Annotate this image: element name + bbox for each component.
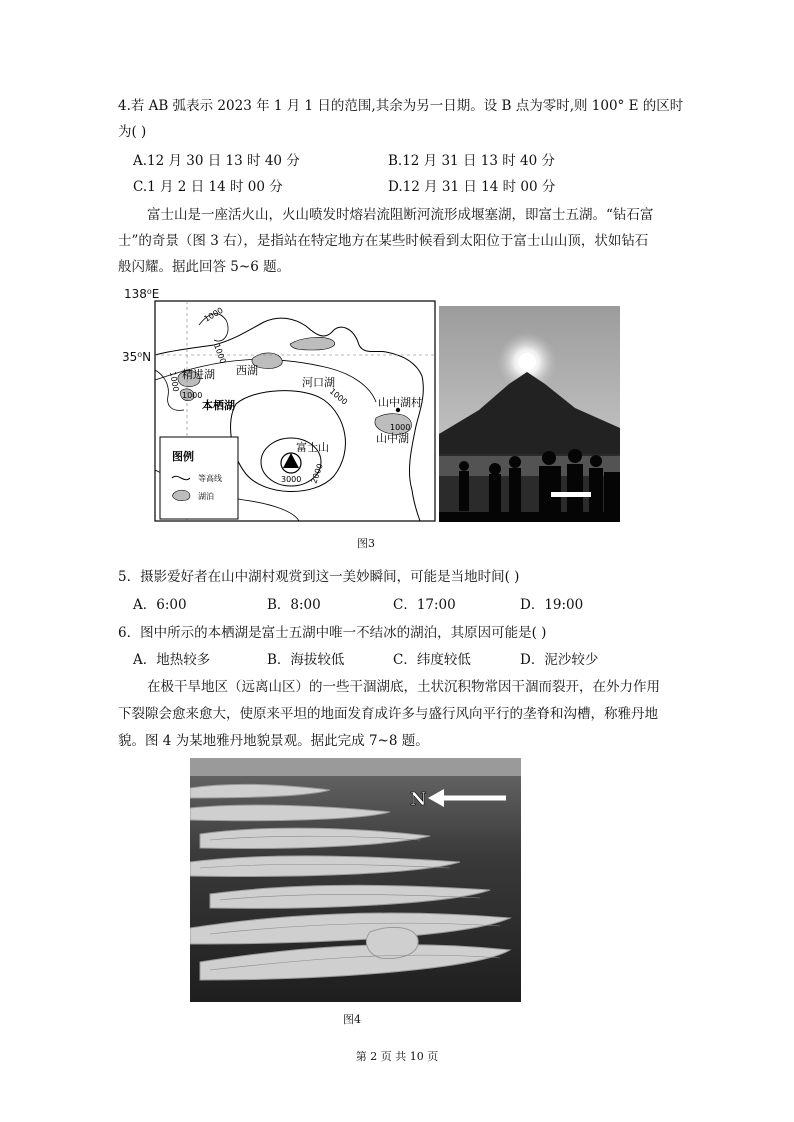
q6-option-b: B．海拔较低 [267,652,345,668]
q4-option-c: C.1 月 2 日 14 时 00 分 [133,179,283,195]
q4-stem-line2: 为( ) [118,124,147,140]
contour-label: 1000 [390,423,411,432]
fuji-five-lakes-map [154,300,436,522]
lat-label: 35⁰N [122,350,152,364]
passage1-line2: 士”的奇景（图 3 右），是指站在特定地方在某些时候看到太阳位于富士山山顶，状如钻石 [118,233,649,249]
q5-option-a: A．6:00 [133,597,187,613]
page-footer: 第 2 页 共 10 页 [355,1050,439,1063]
contour-label: 2000 [309,462,325,485]
diamond-fuji-photo [439,306,620,522]
passage1-line3: 般闪耀。据此回答 5~6 题。 [118,259,291,275]
contour-label: 3000 [281,475,302,484]
label-shanzhonghu: 山中湖 [376,432,409,445]
label-xihu: 西湖 [236,364,258,377]
label-hekouhu: 河口湖 [302,376,335,389]
label-fujisan: 富士山 [296,441,329,454]
lon-label: 138⁰E [124,287,160,301]
q6-option-a: A．地热较多 [133,652,211,668]
q5-option-c: C．17:00 [393,597,456,613]
q4-stem-line1: 4.若 AB 弧表示 2023 年 1 月 1 日的范围,其余为另一日期。设 B 点为零时,则 100° E 的区时 [118,98,684,114]
figure4-caption: 图4 [343,1013,361,1026]
legend-contour-label: 等高线 [198,474,222,483]
passage1-line1: 富士山是一座活火山，火山喷发时熔岩流阻断河流形成堰塞湖，即富士五湖。“钻石富 [147,207,654,223]
label-benqihu: 本栖湖 [202,399,235,412]
yardang-landform-photo [190,758,521,1002]
q5-stem: 5．摄影爱好者在山中湖村观赏到这一美妙瞬间，可能是当地时间( ) [118,569,520,585]
contour-label: 1000 [182,391,203,400]
legend-lake-label: 湖泊 [198,492,214,501]
figure3-caption: 图3 [357,537,375,550]
q6-option-d: D．泥沙较少 [520,652,599,668]
q5-option-b: B．8:00 [267,597,321,613]
contour-label: 1000 [327,386,350,407]
q4-option-d: D.12 月 31 日 14 时 00 分 [388,179,556,195]
north-label: N [410,789,427,810]
passage2-line1: 在极干旱地区（远离山区）的一些干涸湖底，土状沉积物常因干涸而裂开，在外力作用 [147,679,660,695]
q4-option-b: B.12 月 31 日 13 时 40 分 [388,153,555,169]
legend-title: 图例 [172,450,194,463]
contour-label: 1000 [202,305,225,324]
passage2-line2: 下裂隙会愈来愈大，使原来平坦的地面发育成许多与盛行风向平行的垄脊和沟槽，称雅丹地 [118,706,658,722]
label-jingjinhu: 精进湖 [182,368,215,381]
q6-option-c: C．纬度较低 [393,652,471,668]
label-shanzhonghucun: 山中湖村 [378,396,422,409]
passage2-line3: 貌。图 4 为某地雅丹地貌景观。据此完成 7~8 题。 [118,733,429,749]
q5-option-d: D．19:00 [520,597,584,613]
contour-label: 1000 [168,370,181,393]
q6-stem: 6．图中所示的本栖湖是富士五湖中唯一不结冰的湖泊，其原因可能是( ) [118,625,547,641]
q4-option-a: A.12 月 30 日 13 时 40 分 [133,153,300,169]
contour-label: 1000 [212,342,228,365]
